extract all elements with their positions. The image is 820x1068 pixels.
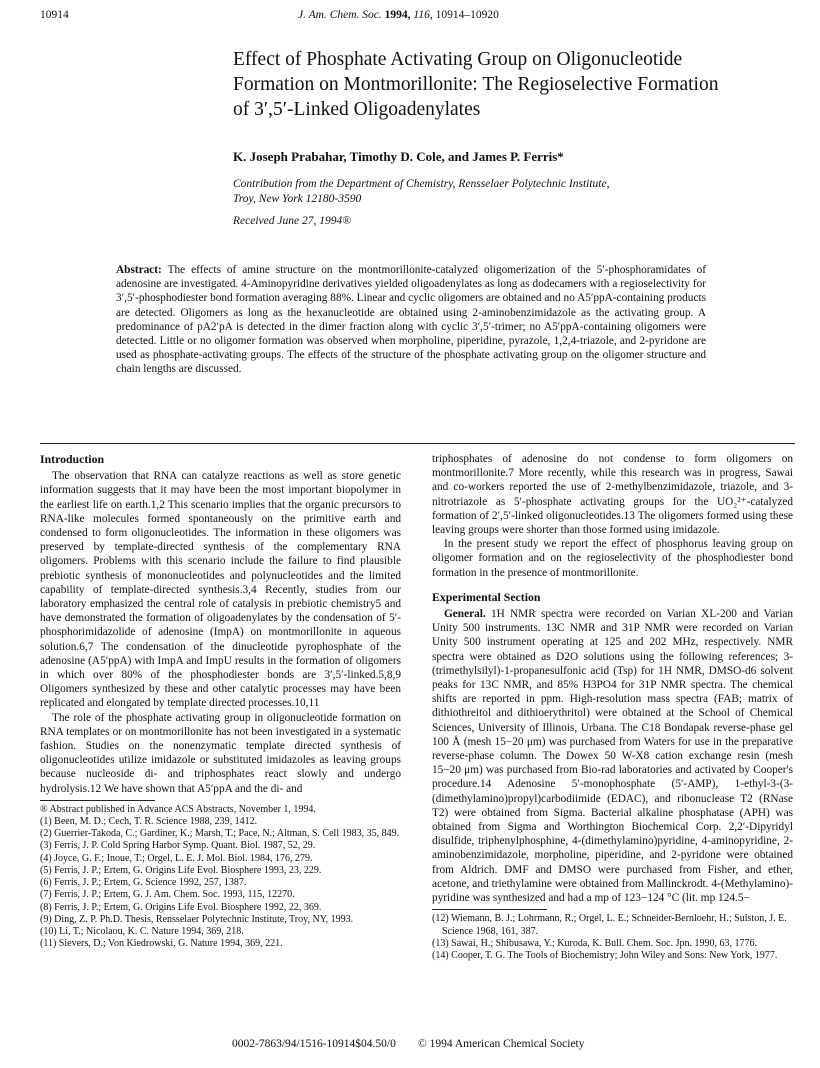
left-column <box>40 452 401 950</box>
footnote: (7) Ferris, J. P.; Ertem, G. J. Am. Chem. Soc. 1993, 115, 12270. <box>40 889 295 901</box>
title-line: Formation on Montmorillonite: The Regioselective Formation <box>233 74 719 95</box>
footnote: (11) Sievers, D.; Von Kiedrowski, G. Nature 1994, 369, 221. <box>40 938 283 950</box>
affiliation-line: Troy, New York 12180-3590 <box>233 193 362 205</box>
footnote: ® Abstract published in Advance ACS Abstracts, November 1, 1994. <box>40 803 316 815</box>
journal-volume: 116, <box>413 9 433 21</box>
footnote: (1) Been, M. D.; Cech, T. R. Science 1988, 239, 1412. <box>40 816 258 828</box>
journal-year: 1994, <box>384 9 411 21</box>
title-line: of 3′,5′-Linked Oligoadenylates <box>233 99 481 120</box>
footnotes-left <box>40 804 401 950</box>
general-text: 1H NMR spectra were recorded on Varian XL-200 and Varian Unity 500 instruments. 13C NMR and 31P NMR were recorded on Varian Unity 500 instrument operating at 125 and 202 MHz, respectively. NMR spectra were obtained as D2O solutions using the following references; 3-(trimethylsilyl)-1-propanesulfonic acid (Tsp) for 1H NMR, DMSO-d6 solvent peaks for 13C NMR, and 85% H3PO4 for 31P NMR spectra. The chemical shifts are reported in ppm. High-resolution mass spectra (FAB; matrix of dithiothreitol and dithioerythritol) were obtained at the School of Chemical Sciences, University of Illinois, Urbana. The C18 Bondapak reverse-phase gel 100 Å (mesh 15−20 μm) was purchased from Waters for use in the preparative reverse-phase column. The Dowex 50 W-X8 cation exchange resin (mesh 15−20 μm) was purchased from Bio-rad laboratories and activated by Cooper's procedure.14 Adenosine 5′-monophosphate (5′-AMP), 1-ethyl-3-(3-(dimethylamino)propyl)carbodiimide (EDAC), and ribonuclease T2 (RNase T2) were obtained from Sigma. Bacterial alkaline phosphatase (APH) was obtained from Sigma and Worthington Biochemical Corp. 2,2′-Dipyridyl disulfide, triphenylphosphine, 4-(dimethylamino)pyridine, 4-aminopyridine, 2-aminobenzimidazole, morpholine, piperidine, and 2-pyridone were obtained from Aldrich. DMF and DMSO were purchased from Fisher, and ether, acetone, and triethylamine were obtained from Mallinckrodt. 4-(Methylamino)-pyridine was synthesized and had a mp of 123−124 °C (lit. mp 124.5− <box>432 608 793 905</box>
footnote-divider <box>432 909 547 910</box>
received-date: Received June 27, 1994® <box>233 215 351 227</box>
right-column <box>432 452 793 962</box>
section-divider <box>40 443 795 444</box>
footnote-divider <box>40 800 155 801</box>
runin-heading-general: General. <box>444 608 486 621</box>
footnote: (13) Sawai, H.; Shibusawa, Y.; Kuroda, K. Bull. Chem. Soc. Jpn. 1990, 63, 1776. <box>432 937 757 949</box>
page-number: 10914 <box>40 9 69 21</box>
article-code: 0002-7863/94/1516-10914$04.50/0 <box>232 1038 396 1050</box>
footnotes-right <box>432 913 793 962</box>
copyright: © 1994 American Chemical Society <box>418 1038 585 1050</box>
footnote: (5) Ferris, J. P.; Ertem, G. Origins Life Evol. Biosphere 1993, 23, 229. <box>40 864 322 876</box>
section-heading-experimental: Experimental Section <box>432 589 541 604</box>
footnote: (12) Wiemann, B. J.; Lohrmann, R.; Orgel, L. E.; Schneider-Bernloehr, H.; Sulston, J. E. Science 1968, 161, 387. <box>432 913 787 937</box>
title-line: Effect of Phosphate Activating Group on Oligonucleotide <box>233 49 683 70</box>
article-title <box>233 47 793 122</box>
affiliation-line: Contribution from the Department of Chemistry, Rensselaer Polytechnic Institute, <box>233 178 610 190</box>
section-heading-introduction: Introduction <box>40 452 105 466</box>
journal-name: J. Am. Chem. Soc. <box>298 9 382 21</box>
journal-pages: 10914–10920 <box>435 9 499 21</box>
journal-citation <box>298 9 499 21</box>
abstract-label: Abstract: <box>116 264 162 276</box>
footnote: (14) Cooper, T. G. The Tools of Biochemistry; John Wiley and Sons: New York, 1977. <box>432 949 778 961</box>
body-paragraph: triphosphates of adenosine do not condense to form oligomers on montmorillonite.7 More recently, while this research was in progress, Sawai and co-workers reported the use of 2-methylbenzimidazole, triazole, and 3-nitrotriazole as 5′-phosphate activating groups for the UO₂²⁺-catalyzed formation of 2′,5′-linked oligonucleotides.13 The oligomers formed using these leaving groups were shorter than those formed using imidazole. <box>432 453 793 537</box>
body-paragraph <box>432 607 793 905</box>
footnote: (8) Ferris, J. P.; Ertem, G. Origins Life Evol. Biosphere 1992, 22, 369. <box>40 901 322 913</box>
footnote: (2) Guerrier-Takoda, C.; Gardiner, K.; Marsh, T.; Pace, N.; Altman, S. Cell 1983, 35, 849. <box>40 828 400 840</box>
body-paragraph: In the present study we report the effect of phosphorus leaving group on oligomer formation and on the regioselectivity of the phosphodiester bond formation in the presence of montmorillonite. <box>432 538 793 579</box>
author-list: K. Joseph Prabahar, Timothy D. Cole, and James P. Ferris* <box>233 149 564 164</box>
abstract <box>116 263 706 377</box>
footnote: (9) Ding, Z. P. Ph.D. Thesis, Rensselaer Polytechnic Institute, Troy, NY, 1993. <box>40 913 354 925</box>
footnote: (6) Ferris, J. P.; Ertem, G. Science 1992, 257, 1387. <box>40 877 247 889</box>
affiliation <box>233 177 733 207</box>
abstract-text: The effects of amine structure on the montmorillonite-catalyzed oligomerization of the 5′-phosphoramidates of adenosine are investigated. 4-Aminopyridine derivatives yielded oligoadenylates as long as dodecamers with a regioselectivity for 3′,5′-phosphodiester bond formation averaging 88%. Linear and cyclic oligomers are obtained and no A5′ppA-containing products are detected. Oligomers as long as the hexanucleotide are obtained using 2-aminobenzimidazole as the activating group. A predominance of pA2′pA is detected in the dimer fraction along with cyclic 3′,5′-trimer; no A5′ppA-containing oligomers were detected. Little or no oligomer formation was observed when morpholine, piperidine, pyrazole, 1,2,4-triazole, and 2-pyridone are used as phosphate-activating groups. The effects of the structure of the phosphate activating group on the oligomer structure and chain lengths are discussed. <box>116 264 707 376</box>
footnote: (3) Ferris, J. P. Cold Spring Harbor Symp. Quant. Biol. 1987, 52, 29. <box>40 840 316 852</box>
body-paragraph: The observation that RNA can catalyze reactions as well as store genetic information suggests that it may have been the most important biopolymer in the earliest life on earth.1,2 This scenario implies that the organic precursors to RNA-like molecules formed spontaneously on the primitive earth and condensed to form oligonucleotides. The information in these oligomers was preserved by template-directed synthesis of the complementary RNA oligomers. Problems with this scenario include the failure to find plausible prebiotic synthesis of mononucleotides and polynucleotides and the limited capability of template-directed synthesis.3,4 Recently, studies from our laboratory emphasized the central role of catalysis in prebiotic chemistry5 and have demonstrated the formation of oligoadenylates by the condensation of 5′-phosphorimidazolide of adenosine (ImpA) on montmorillonite in aqueous solution.6,7 The condensation of the dinucleotide pyrophosphate of the adenosine (A5′ppA) with ImpA and ImpU results in the formation of oligomers in which over 80% of the phosphodiester bonds are 3′,5′-linked.5,8,9 Oligomers synthesized by these and other catalytic processes may have been replicated and elongated by template directed processes.10,11 <box>40 470 401 710</box>
footnote: (4) Joyce, G. F.; Inoue, T.; Orgel, L. E. J. Mol. Biol. 1984, 176, 279. <box>40 852 313 864</box>
footnote: (10) Li, T.; Nicolaou, K. C. Nature 1994, 369, 218. <box>40 925 244 937</box>
body-paragraph: The role of the phosphate activating group in oligonucleotide formation on RNA templates or on montmorillonite has not been investigated in a systematic fashion. Studies on the nonenzymatic template directed synthesis of oligonucleotides utilize imidazole or substituted imidazoles as leaving groups because nucleoside di- and triphosphates react slowly and undergo hydrolysis.12 We have shown that A5′ppA and the di- and <box>40 711 401 795</box>
